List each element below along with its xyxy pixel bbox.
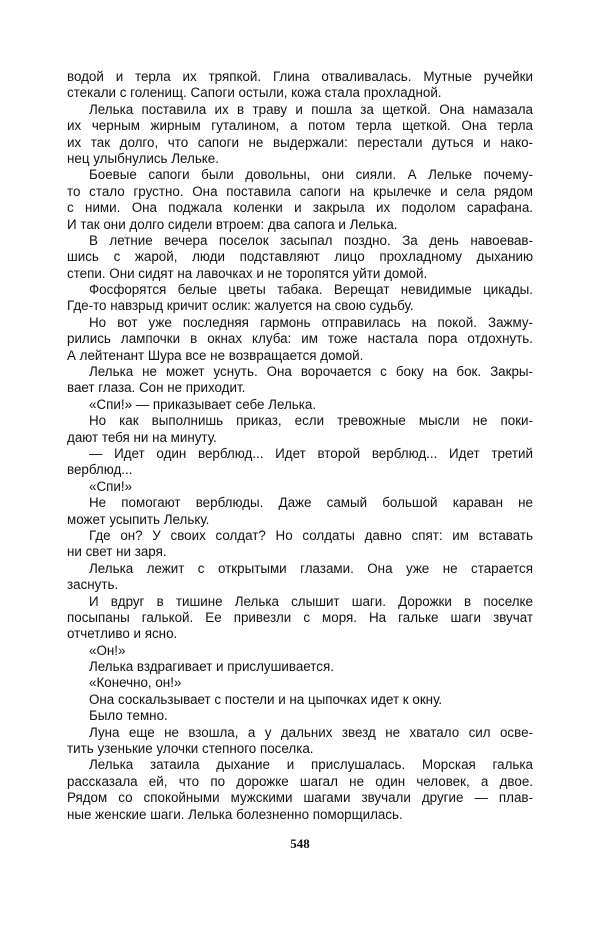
paragraph bbox=[67, 397, 533, 413]
text-line: степи. Они сидят на лавочках и не торопятся уйти домой. bbox=[67, 265, 428, 281]
text-line: может усыпить Лельку. bbox=[67, 511, 210, 527]
text-line: Лелька вздрагивает и прислушивается. bbox=[89, 659, 334, 675]
paragraph bbox=[67, 167, 533, 233]
page-number: 548 bbox=[290, 836, 310, 851]
text-line: Было темно. bbox=[89, 708, 168, 724]
paragraph bbox=[67, 528, 533, 561]
paragraph bbox=[67, 413, 533, 446]
paragraph bbox=[67, 659, 533, 675]
text-line: «Спи!» bbox=[89, 478, 133, 494]
paragraph bbox=[67, 233, 533, 282]
text-line: водой и терла их тряпкой. Глина отваливалась. Мутные ручейки bbox=[67, 69, 533, 84]
text-line: рились лампочки в окнах клуба: им тоже настала пора отдохнуть. bbox=[67, 331, 533, 347]
paragraph bbox=[67, 495, 533, 528]
text-line: Лелька поставила их в траву и пошла за щеткой. Она намазала bbox=[89, 101, 533, 117]
paragraph bbox=[67, 69, 533, 102]
paragraph bbox=[67, 561, 533, 594]
text-line: верблюд... bbox=[67, 462, 133, 478]
text-line: тить узенькие улочки степного поселка. bbox=[67, 741, 314, 757]
text-line: Не помогают верблюды. Даже самый большой караван не bbox=[89, 495, 533, 511]
paragraph bbox=[67, 102, 533, 168]
text-line: «Спи!» — приказывает себе Лелька. bbox=[89, 396, 317, 412]
book-page-text bbox=[67, 69, 533, 823]
text-line: Луна еще не взошла, а у дальних звезд не хватало сил осве- bbox=[89, 724, 533, 740]
text-line: Лелька затаила дыхание и прислушалась. Морская галька bbox=[89, 757, 533, 773]
paragraph bbox=[67, 315, 533, 364]
text-line: с ними. Она поджала коленки и закрыла их подолом сарафана. bbox=[67, 200, 533, 216]
text-line: ные женские шаги. Лелька болезненно поморщилась. bbox=[67, 806, 403, 822]
text-line: Но вот уже последняя гармонь отправилась на покой. Зажму- bbox=[89, 314, 533, 330]
text-line: стекали с голенищ. Сапоги остыли, кожа стала прохладной. bbox=[67, 85, 442, 101]
paragraph bbox=[67, 692, 533, 708]
text-line: нец улыбнулись Лельке. bbox=[67, 150, 219, 166]
paragraph bbox=[67, 675, 533, 691]
text-line: их так долго, что сапоги не выдержали: перестали дуться и нако- bbox=[67, 134, 533, 150]
text-line: Где-то навзрыд кричит ослик: жалуется на свою судьбу. bbox=[67, 298, 414, 314]
paragraph bbox=[67, 446, 533, 479]
text-line: «Конечно, он!» bbox=[89, 675, 182, 691]
text-line: — Идет один верблюд... Идет второй верблюд... Идет третий bbox=[89, 445, 533, 461]
text-line: Лелька не может уснуть. Она ворочается с боку на бок. Закры- bbox=[89, 364, 533, 380]
text-line: Рядом со спокойными мужскими шагами звучали другие — плав- bbox=[67, 790, 533, 806]
text-line: Фосфорятся белые цветы табака. Верещат невидимые цикады. bbox=[89, 282, 533, 298]
paragraph bbox=[67, 282, 533, 315]
text-line: шись с жарой, люди подставляют лицо прохладному дыханию bbox=[67, 249, 533, 265]
text-line: А лейтенант Шура все не возвращается домой. bbox=[67, 347, 364, 363]
text-line: «Он!» bbox=[89, 642, 126, 658]
text-line: И так они долго сидели втроем: два сапога и Лелька. bbox=[67, 216, 398, 232]
text-line: посыпаны галькой. Ее привезли с моря. На гальке шаги звучат bbox=[67, 609, 533, 625]
text-line: И вдруг в тишине Лелька слышит шаги. Дорожки в поселке bbox=[89, 593, 533, 609]
paragraph bbox=[67, 643, 533, 659]
text-line: отчетливо и ясно. bbox=[67, 626, 178, 642]
text-line: Боевые сапоги были довольны, они сияли. А Лельке почему- bbox=[89, 167, 533, 183]
text-line: ни свет ни заря. bbox=[67, 544, 167, 560]
text-line: вает глаза. Сон не приходит. bbox=[67, 380, 246, 396]
text-line: их черным жирным гуталином, а потом терла щеткой. Она терла bbox=[67, 118, 533, 134]
text-line: дают тебя ни на минуту. bbox=[67, 429, 217, 445]
paragraph bbox=[67, 757, 533, 823]
text-line: рассказала ей, что по дорожке шагал не один человек, а двое. bbox=[67, 773, 533, 789]
text-line: В летние вечера поселок засыпал поздно. За день навоевав- bbox=[89, 232, 533, 248]
text-line: то стало грустно. Она поставила сапоги на крылечке и села рядом bbox=[67, 183, 533, 199]
paragraph bbox=[67, 594, 533, 643]
text-line: заснуть. bbox=[67, 577, 119, 593]
text-line: Она соскальзывает с постели и на цыпочках идет к окну. bbox=[89, 691, 443, 707]
text-line: Но как выполнишь приказ, если тревожные мысли не поки- bbox=[89, 413, 533, 429]
paragraph bbox=[67, 364, 533, 397]
text-line: Лелька лежит с открытыми глазами. Она уже не старается bbox=[89, 560, 533, 576]
paragraph bbox=[67, 708, 533, 724]
paragraph bbox=[67, 725, 533, 758]
text-line: Где он? У своих солдат? Но солдаты давно спят: им вставать bbox=[89, 527, 533, 543]
paragraph bbox=[67, 479, 533, 495]
